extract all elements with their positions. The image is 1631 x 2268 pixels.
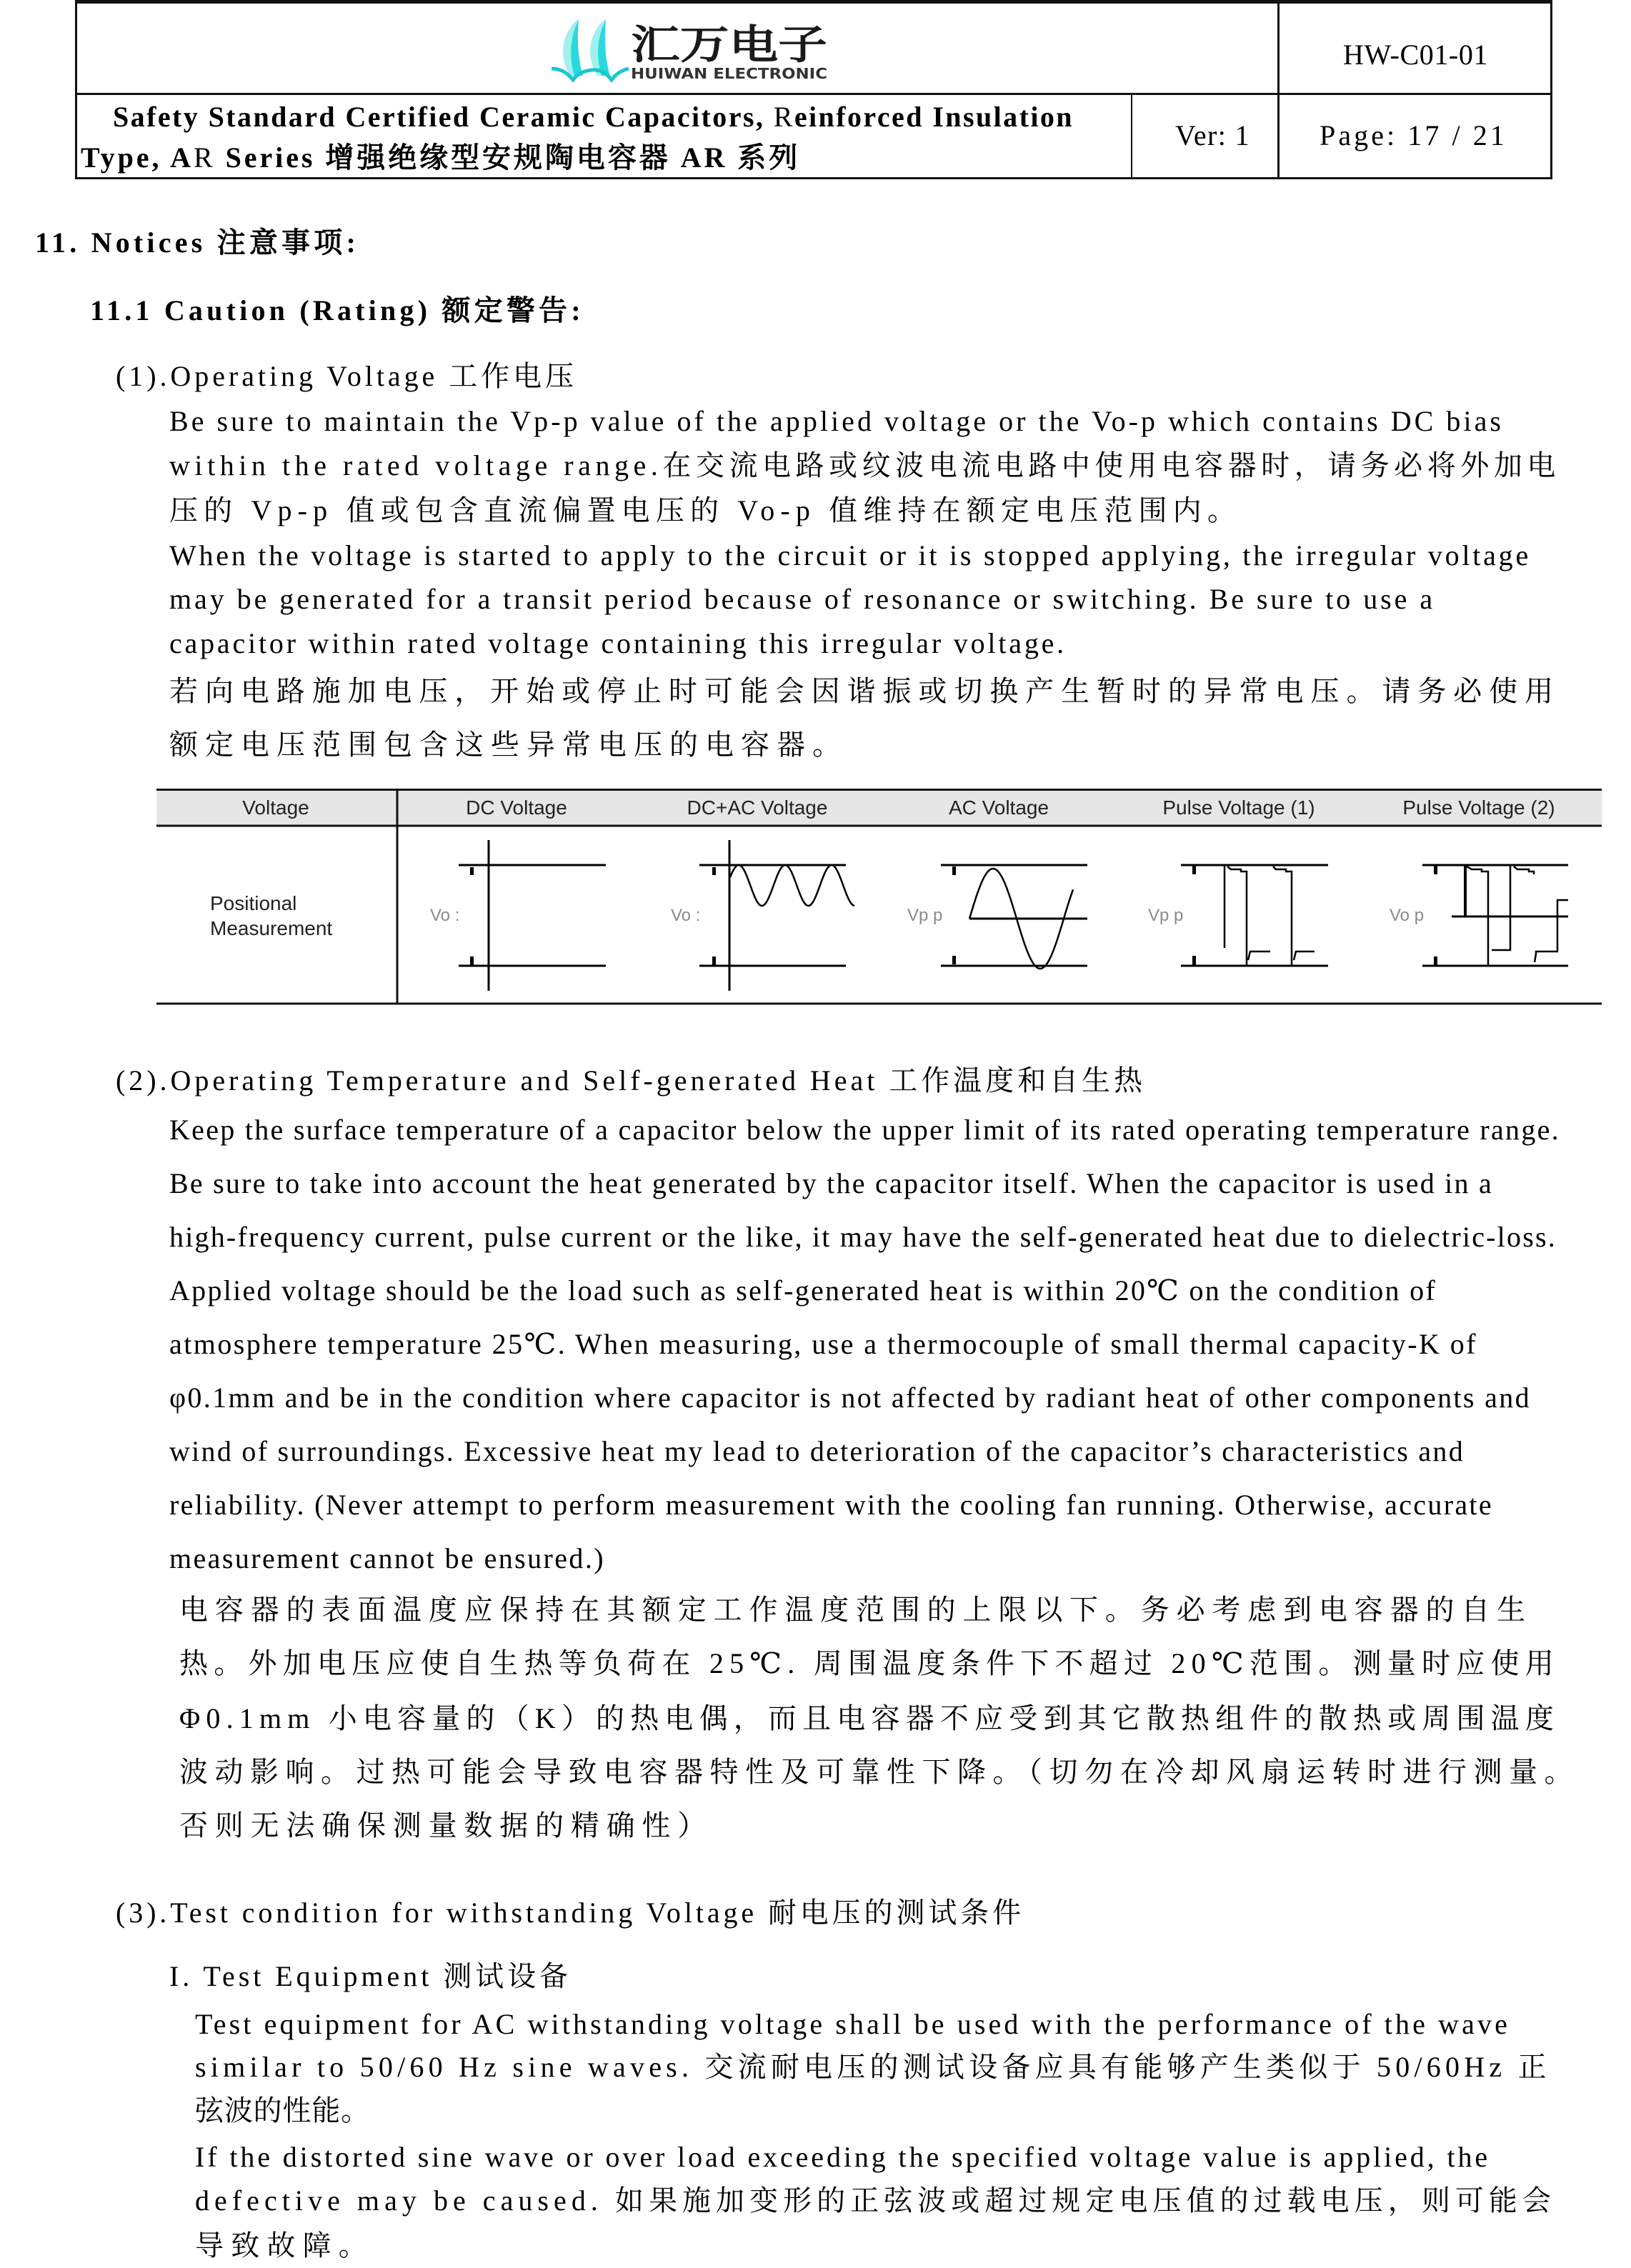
sail-icon [552,19,629,80]
voltage-waveform-diagrams [156,789,1602,1006]
ac-lower-tick [952,956,956,964]
pulse2-upper-tick [1434,866,1437,874]
document-code: HW-C01-01 [1343,39,1488,71]
paragraph-line: 压的 Vp-p 值或包含直流偏置电压的 Vo-p 值维持在额定电压范围内。 [169,494,1242,526]
pulse2-negative-step [1492,865,1510,950]
paragraph-line: reliability. (Never attempt to perform measurement with the cooling fan running. Otherwise, accurate [169,1489,1493,1521]
paragraph-line: If the distorted sine wave or over load exceeding the specified voltage value is applied, the [195,2141,1491,2173]
item-heading-operating-temperature: (2).Operating Temperature and Self-generated Heat 工作温度和自生热 [116,1064,1146,1096]
pulse-voltage-2-diagram [1422,865,1568,966]
table-header-pulse-voltage-1: Pulse Voltage (1) [1162,796,1315,819]
table-header-dc-ac-voltage: DC+AC Voltage [687,796,828,819]
table-header-pulse-voltage-2: Pulse Voltage (2) [1402,796,1555,819]
version-label: Ver: 1 [1175,119,1250,151]
dc-upper-tick [470,867,474,875]
item-heading-operating-voltage: (1).Operating Voltage 工作电压 [116,360,577,392]
pulse1-upper-tick [1192,866,1196,874]
paragraph-line: Φ0.1mm 小电容量的（K）的热电偶，而且电容器不应受到其它散热组件的散热或周围温度 [179,1702,1560,1734]
document-title-line-2 [81,140,800,176]
dc-amplitude-label: Vo : [430,906,460,925]
company-logo [550,14,836,82]
pulse2-overshoot [1514,866,1534,874]
header-column-divider [1277,0,1280,179]
voltage-type-table [156,789,1602,1006]
paragraph-line: 热。外加电压应使自生热等负荷在 25℃. 周围温度条件下不超过 20℃范围。测量时应使用 [179,1647,1560,1679]
header-version-divider [1131,94,1132,179]
paragraph-line: within the rated voltage range.在交流电路或纹波电流电路中使用电容器时，请务必将外加电 [169,449,1560,481]
pulse1-pulse-a [1227,866,1247,966]
paragraph-line: φ0.1mm and be in the condition where capacitor is not affected by radiant heat of other components and [169,1382,1531,1414]
paragraph-line: capacitor within rated voltage containing this irregular voltage. [169,627,1067,659]
pulse1-pulse-b [1273,866,1292,966]
paragraph-line: wind of surroundings. Excessive heat my lead to deterioration of the capacitor’s characteristics and [169,1435,1465,1467]
title-segment: R [773,101,794,133]
ac-voltage-diagram [941,865,1087,969]
paragraph-line: 额定电压范围包含这些异常电压的电容器。 [169,729,848,761]
paragraph-line: Be sure to take into account the heat generated by the capacitor itself. When the capacitor is used in a [169,1167,1493,1199]
pulse2-return-step [1535,900,1568,962]
dcac-amplitude-label: Vo : [671,906,701,925]
paragraph-line: When the voltage is started to apply to the circuit or it is stopped applying, the irregular voltage [169,539,1531,571]
title-segment: R [194,141,216,174]
paragraph-line: measurement cannot be ensured.) [169,1542,605,1574]
paragraph-line: 导致故障。 [195,2229,374,2262]
table-header-ac-voltage: AC Voltage [948,796,1049,819]
pulse1-pulse-b-ringing [1294,951,1315,960]
dc-lower-tick [470,956,474,965]
title-segment: Series 增强绝缘型安规陶电容器 AR 系列 [215,141,801,174]
document-title-line-1 [113,99,1074,135]
brand-name-en: HUIWAN ELECTRONIC [631,65,827,82]
paragraph-line: 电容器的表面温度应保持在其额定工作温度范围的上限以下。务必考虑到电容器的自生 [179,1594,1532,1626]
title-segment: Safety Standard Certified Ceramic Capacitors, [113,101,774,133]
pulse2-amplitude-label: Vo p [1390,906,1425,925]
header-row-divider [75,93,1552,95]
dcac-lower-tick [712,956,716,965]
paragraph-line: Be sure to maintain the Vp-p value of the applied voltage or the Vo-p which contains DC bias [169,405,1505,437]
pulse1-amplitude-label: Vp p [1148,906,1184,925]
paragraph-line: Applied voltage should be the load such as self-generated heat is within 20℃ on the condition of [169,1274,1437,1307]
paragraph-line: 若向电路施加电压，开始或停止时可能会因谐振或切换产生暂时的异常电压。请务必使用 [169,675,1560,707]
subsection-heading: 11.1 Caution (Rating) 额定警告: [90,294,584,326]
row-label-line: Positional [210,892,297,914]
ac-upper-tick [952,866,956,875]
ac-amplitude-label: Vp p [907,906,943,925]
paragraph-line: 弦波的性能。 [195,2094,370,2127]
table-header-dc-voltage: DC Voltage [466,796,567,819]
dc-voltage-diagram [459,840,606,991]
page-number: Page: 17 / 21 [1320,119,1507,151]
paragraph-line: may be generated for a transit period because of resonance or switching. Be sure to use a [169,583,1436,615]
paragraph-line: Test equipment for AC withstanding voltage shall be used with the performance of the wave [195,2008,1511,2040]
paragraph-line: 否则无法确保测量数据的精确性） [179,1809,713,1842]
title-segment: einforced Insulation [794,101,1074,133]
table-header-voltage: Voltage [242,796,309,819]
table-header-background [156,789,1602,826]
pulse2-lower-tick [1434,956,1437,965]
pulse-voltage-1-diagram [1181,865,1328,966]
subitem-heading-test-equipment: I. Test Equipment 测试设备 [169,1960,572,1992]
pulse1-pulse-a-ringing [1248,951,1270,960]
item-heading-test-condition: (3).Test condition for withstanding Voltage 耐电压的测试条件 [116,1897,1024,1929]
paragraph-line: defective may be caused. 如果施加变形的正弦波或超过规定电压值的过载电压，则可能会 [195,2184,1556,2217]
paragraph-line: high-frequency current, pulse current or the like, it may have the self-generated heat due to dielectric-loss. [169,1221,1557,1253]
brand-name-cn: 汇万电子 [631,22,827,69]
pulse1-lower-tick [1192,956,1196,965]
paragraph-line: Keep the surface temperature of a capacitor below the upper limit of its rated operating temperature range. [169,1114,1560,1146]
dc-ac-voltage-diagram [699,840,854,991]
paragraph-line: 波动影响。过热可能会导致电容器特性及可靠性下降。（切勿在冷却风扇运转时进行测量。 [179,1756,1580,1788]
paragraph-line: similar to 50/60 Hz sine waves. 交流耐电压的测试设备应具有能够产生类似于 50/60Hz 正 [195,2051,1551,2083]
paragraph-line: atmosphere temperature 25℃. When measuring, use a thermocouple of small thermal capacity-K of [169,1328,1478,1360]
dcac-ripple-waveform [730,865,854,906]
title-segment: Type, A [81,141,194,174]
row-label-line: Measurement [210,917,333,939]
section-heading: 11. Notices 注意事项: [35,226,359,259]
dcac-upper-tick [712,867,716,875]
